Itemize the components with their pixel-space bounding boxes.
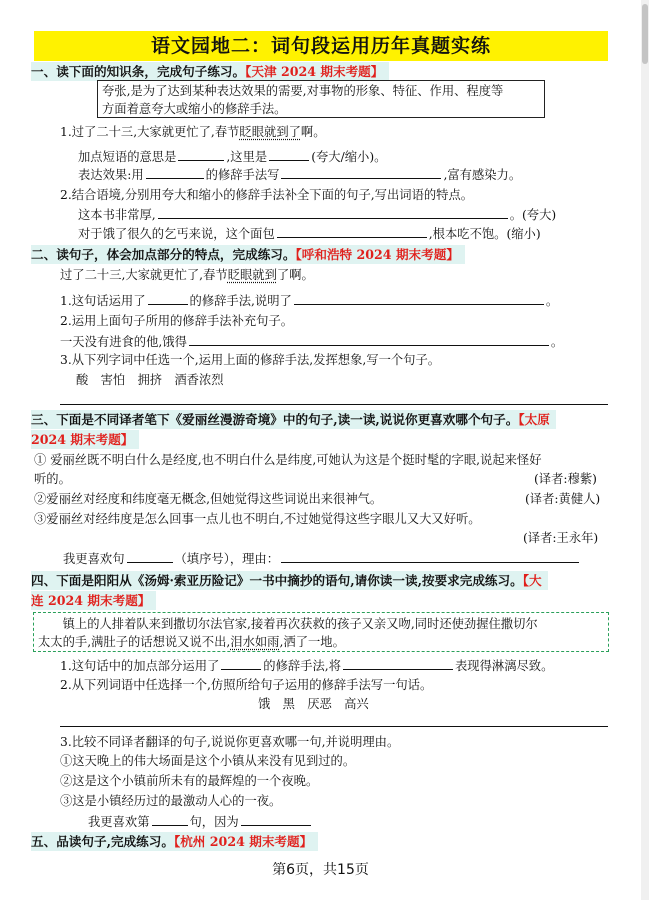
s1-meaning-b: ,这里是 xyxy=(226,150,268,164)
s3-translator-3: (译者:王永年) xyxy=(523,531,599,545)
s4-preference xyxy=(88,813,313,831)
section-4-heading-line-2 xyxy=(31,591,156,610)
reading-line-1: 镇上的人排着队来到撒切尔法官家,接着再次获救的孩子又亲又吻,同时还使劲握住撒切尔 xyxy=(62,617,538,631)
s2-q1-b: 的修辞手法,说明了 xyxy=(189,294,292,308)
answer-blank[interactable] xyxy=(152,813,188,826)
s4-q1-c: 表现得淋漓尽致。 xyxy=(455,659,554,673)
answer-blank[interactable] xyxy=(146,166,204,179)
s2-word-list: 酸 害怕 拥挤 酒香浓烈 xyxy=(76,373,224,387)
s1-meaning-c: (夸大/缩小)。 xyxy=(311,150,387,164)
s3-preference xyxy=(63,550,581,568)
s4-q2: 2.从下列词语中任选择一个,仿照所给句子运用的修辞手法写一句话。 xyxy=(60,678,433,692)
section-3-heading-text: 三、下面是不同译者笔下《爱丽丝漫游奇境》中的句子,读一读,说说你更喜欢哪个句子。 xyxy=(31,412,519,427)
section-1-exam-tag: 【天津 2024 期末考题】 xyxy=(245,64,384,79)
answer-blank[interactable] xyxy=(158,206,508,219)
s3-preference-a: 我更喜欢句 xyxy=(63,552,125,566)
s4-option-3: ③这是小镇经历过的最激动人心的一夜。 xyxy=(60,794,282,808)
s2-sentence-b: 了啊。 xyxy=(276,268,314,282)
section-3-exam-tag-2: 2024 期末考题】 xyxy=(31,432,134,447)
section-5-exam-tag: 【杭州 2024 期末考题】 xyxy=(173,834,313,849)
answer-blank[interactable] xyxy=(178,148,224,161)
vertical-scrollbar[interactable] xyxy=(641,0,649,900)
section-4-exam-tag-1: 【大 xyxy=(522,573,542,588)
s1-q1-meaning xyxy=(78,148,386,166)
answer-line[interactable] xyxy=(60,726,608,727)
s3-translator-1: (译者:穆紫) xyxy=(534,472,597,486)
s1-q2: 2.结合语境,分别用夸大和缩小的修辞手法补全下面的句子,写出词语的特点。 xyxy=(60,188,474,202)
section-3-heading-line-1 xyxy=(31,410,556,429)
answer-blank[interactable] xyxy=(281,166,441,179)
section-4-exam-tag-2: 连 2024 期末考题】 xyxy=(31,593,151,608)
s3-translation-1-line-1: ① 爱丽丝既不明白什么是经度,也不明白什么是纬度,可她认为这是个挺时髦的字眼,说起来怪好 xyxy=(34,453,542,467)
s1-meaning-a: 加点短语的意思是 xyxy=(78,150,177,164)
reading-line-2 xyxy=(38,633,604,651)
section-1-heading xyxy=(31,62,389,81)
s2-sentence-a: 过了二十三,大家就更忙了,春节 xyxy=(60,268,228,282)
s2-q3: 3.从下列字词中任选一个,运用上面的修辞手法,发挥想象,写一个句子。 xyxy=(60,353,441,367)
definition-box xyxy=(97,80,545,118)
answer-blank[interactable] xyxy=(294,292,544,305)
answer-blank[interactable] xyxy=(277,225,427,238)
s1-effect-c: ,富有感染力。 xyxy=(443,168,522,182)
s2-sentence-dotted: 眨眼就到 xyxy=(227,268,277,282)
s3-translation-2: ②爱丽丝对经度和纬度毫无概念,但她觉得这些词说出来很神气。 xyxy=(34,492,383,506)
s1-q1-effect xyxy=(78,166,521,184)
s1-q1-text-b: 啊。 xyxy=(300,125,326,139)
answer-blank[interactable] xyxy=(127,550,173,563)
answer-blank[interactable] xyxy=(189,333,549,346)
answer-blank[interactable] xyxy=(221,657,261,670)
s2-q1-a: 1.这句话运用了 xyxy=(60,294,146,308)
s1-effect-b: 的修辞手法写 xyxy=(205,168,280,182)
s2-q1-c: 。 xyxy=(545,294,559,308)
section-2-heading xyxy=(31,245,465,264)
section-5-heading-text: 五、品读句子,完成练习。 xyxy=(31,834,174,849)
s1-q2-b-pre: 对于饿了很久的乞丐来说，这个面包 xyxy=(78,227,275,241)
section-3-heading-line-2 xyxy=(31,430,139,449)
answer-blank[interactable] xyxy=(343,657,453,670)
answer-blank[interactable] xyxy=(148,292,188,305)
definition-line-2: 方面着意夸大或缩小的修辞手法。 xyxy=(102,102,287,116)
reading-line-2-a: 太太的手,满肚子的话想说又说不出, xyxy=(38,635,231,649)
reading-line-2-b: ,洒了一地。 xyxy=(279,635,345,649)
answer-blank[interactable] xyxy=(269,148,309,161)
s4-preference-a: 我更喜欢第 xyxy=(88,815,150,829)
s1-q2-a xyxy=(78,206,556,224)
section-2-heading-text: 二、读句子，体会加点部分的特点，完成练习。 xyxy=(31,247,296,262)
s1-q2-b xyxy=(78,225,541,243)
s4-word-list: 饿 黑 厌恶 高兴 xyxy=(258,697,369,711)
section-3-exam-tag-1: 【太原 xyxy=(518,412,550,427)
s3-translation-1-line-2: 听的。 xyxy=(34,472,71,486)
s4-q1 xyxy=(60,657,553,675)
s2-q2-line-end: 。 xyxy=(550,335,564,349)
answer-blank[interactable] xyxy=(241,813,311,826)
s3-translator-2: (译者:黄健人) xyxy=(525,492,601,506)
definition-line-1: 夸张,是为了达到某种表达效果的需要,对事物的形象、特征、作用、程度等 xyxy=(102,84,504,98)
s1-effect-a: 表达效果:用 xyxy=(78,168,144,182)
s3-translation-3: ③爱丽丝对经纬度是怎么回事一点儿也不明白,不过她觉得这些字眼儿又大又好听。 xyxy=(34,512,481,526)
page-number-footer: 第6页，共15页 xyxy=(272,862,369,878)
answer-line[interactable] xyxy=(60,404,608,405)
s1-q2-a-pre: 这本书非常厚, xyxy=(78,208,156,222)
answer-blank[interactable] xyxy=(281,550,579,563)
s1-q2-b-post: ,根本吃不饱。(缩小) xyxy=(428,227,541,241)
s1-q2-a-post: 。(夸大) xyxy=(509,208,557,222)
scrollbar-thumb[interactable] xyxy=(642,4,648,64)
s1-q1-dotted: 眨眼就到了 xyxy=(239,125,301,139)
page-title: 语文园地二：词句段运用历年真题实练 xyxy=(34,31,608,61)
s4-option-2: ②这是这个小镇前所未有的最辉煌的一个夜晚。 xyxy=(60,774,319,788)
section-4-heading-text: 四、下面是阳阳从《汤姆·索亚历险记》一书中摘抄的语句,请你读一读,按要求完成练习。 xyxy=(31,573,523,588)
s4-option-1: ①这天晚上的伟大场面是这个小镇从来没有见到过的。 xyxy=(60,754,356,768)
s2-q2-line xyxy=(60,333,563,351)
s2-sentence xyxy=(60,267,314,284)
s2-q2: 2.运用上面句子所用的修辞手法补充句子。 xyxy=(60,314,294,328)
section-1-heading-text: 一、读下面的知识条，完成句子练习。 xyxy=(31,64,246,79)
section-5-heading xyxy=(31,832,318,851)
s4-q1-b: 的修辞手法,将 xyxy=(263,659,341,673)
reading-line-2-dotted: 泪水如雨 xyxy=(230,635,280,649)
s1-q1 xyxy=(60,124,326,141)
section-4-heading-line-1 xyxy=(31,571,548,590)
s4-q3: 3.比较不同译者翻译的句子,说说你更喜欢哪一句,并说明理由。 xyxy=(60,735,400,749)
s2-q2-line-text: 一天没有进食的他,饿得 xyxy=(60,335,187,349)
reading-excerpt-box xyxy=(33,612,609,652)
section-2-exam-tag: 【呼和浩特 2024 期末考题】 xyxy=(295,247,459,262)
s2-q1 xyxy=(60,292,558,310)
s3-preference-b: （填序号），理由： xyxy=(174,552,280,566)
s1-q1-text-a: 1.过了二十三,大家就更忙了,春节 xyxy=(60,125,240,139)
s4-q1-a: 1.这句话中的加点部分运用了 xyxy=(60,659,220,673)
s4-preference-b: 句，因为 xyxy=(189,815,239,829)
